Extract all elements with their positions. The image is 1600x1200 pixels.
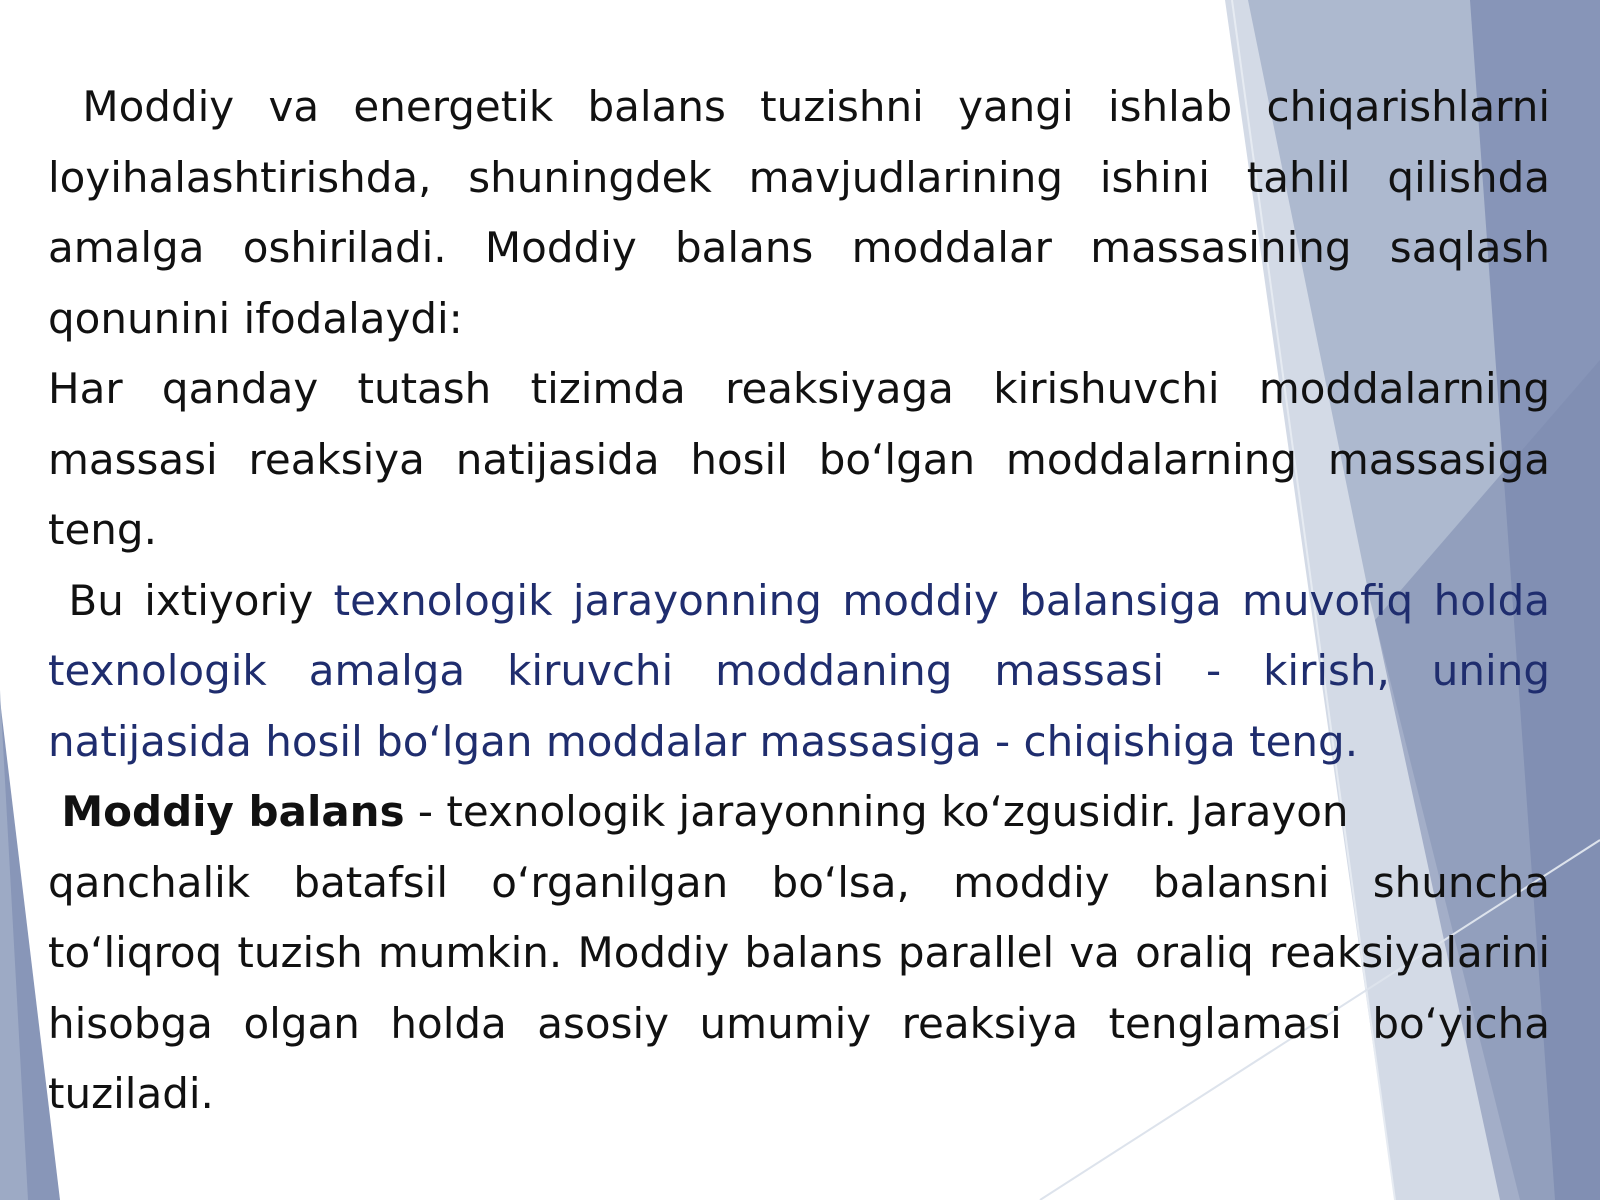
paragraph-intro-text: Moddiy va energetik balans tuzishni yangi ishlab chiqarishlarni loyihalashtirishda, shuningdek mavjudlarining ishini tahlil qilishda amalga oshiriladi. Moddiy balans moddalar massasining saqlash qonunini ifodalaydi: [48,82,1550,343]
paragraph-detail [48,848,1550,1130]
paragraph-definition [48,566,1550,778]
paragraph-definition-accent: texnologik jarayonning moddiy balansiga muvofiq holda texnologik amalga kiruvchi moddaning massasi - kirish, uning natijasida hosil bo‘lgan moddalar massasiga - chiqishiga teng. [48,575,1550,766]
paragraph-detail-text: qanchalik batafsil o‘rganilgan bo‘lsa, moddiy balansni shuncha to‘liqroq tuzish mumkin. Moddiy balans parallel va oraliq reaksiyalarini hisobga olgan holda asosiy umumiy reaksiya tenglamasi bo‘yicha tuziladi. [48,857,1550,1118]
paragraph-intro [48,72,1550,354]
paragraph-law [48,354,1550,566]
paragraph-mirror-rest: - texnologik jarayonning ko‘zgusidir. Jarayon [404,787,1349,836]
paragraph-mirror [48,777,1550,848]
slide-text-body [48,72,1550,1130]
paragraph-mirror-bold: Moddiy balans [61,787,405,836]
paragraph-law-text: Har qanday tutash tizimda reaksiyaga kirishuvchi moddalarning massasi reaksiya natijasida hosil bo‘lgan moddalarning massasiga teng. [48,364,1550,554]
paragraph-definition-lead: Bu ixtiyoriy [68,575,334,625]
